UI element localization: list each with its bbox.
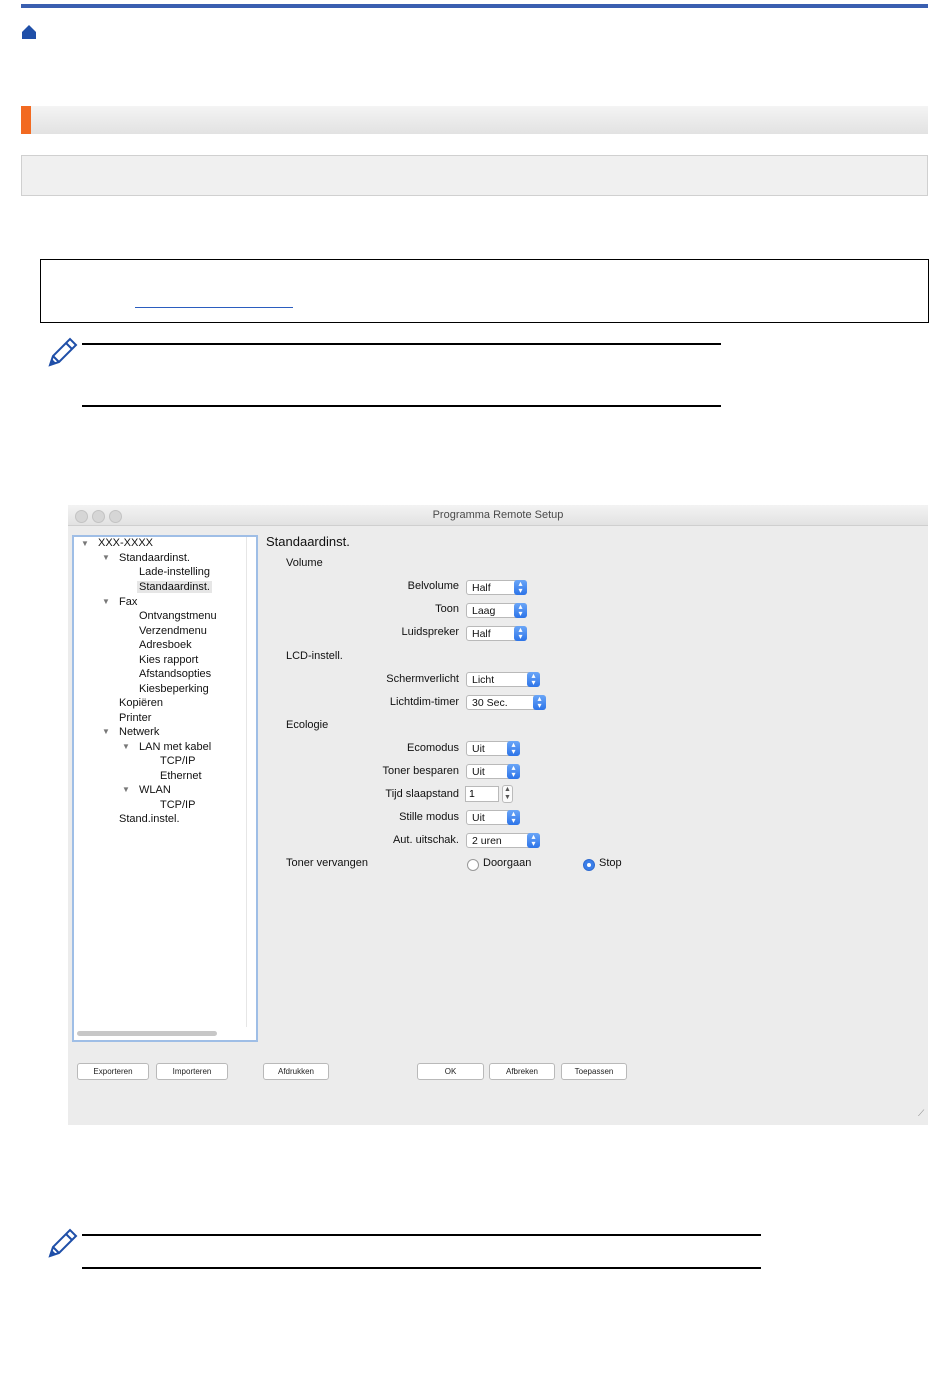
select-arrows-icon: ▴ ▾ bbox=[514, 603, 527, 618]
toner-besparen-value: Uit bbox=[472, 766, 485, 778]
tree-item-kopieren[interactable]: Kopiëren bbox=[119, 697, 164, 709]
aut-uitschak-value: 2 uren bbox=[472, 835, 502, 847]
lichtdim-select[interactable] bbox=[466, 695, 546, 710]
tree-item-wlan-tcpip[interactable]: TCP/IP bbox=[160, 799, 196, 811]
tree-item-wlan[interactable]: WLAN bbox=[139, 784, 171, 796]
tree-item-kies-rapport[interactable]: Kies rapport bbox=[139, 654, 199, 666]
ecomodus-select[interactable] bbox=[466, 741, 520, 756]
radio-stop[interactable] bbox=[583, 859, 595, 871]
info-link[interactable] bbox=[135, 307, 293, 308]
tree-item-lan-tcpip[interactable]: TCP/IP bbox=[160, 755, 196, 767]
top-accent-bar bbox=[21, 4, 928, 8]
apply-button[interactable]: Toepassen bbox=[561, 1063, 627, 1080]
tree-horizontal-scrollbar[interactable] bbox=[77, 1031, 217, 1036]
expand-triangle-icon[interactable]: ▼ bbox=[122, 742, 130, 751]
radio-stop-label[interactable]: Stop bbox=[599, 857, 622, 869]
aut-uitschak-label: Aut. uitschak. bbox=[392, 834, 459, 846]
stille-modus-label: Stille modus bbox=[399, 811, 459, 823]
expand-triangle-icon[interactable]: ▼ bbox=[102, 727, 110, 736]
select-arrows-icon: ▴ ▾ bbox=[514, 626, 527, 641]
import-button[interactable]: Importeren bbox=[156, 1063, 228, 1080]
tree-item-verzendmenu[interactable]: Verzendmenu bbox=[139, 625, 207, 637]
note-top-rule bbox=[82, 343, 721, 345]
toon-value: Laag bbox=[472, 605, 496, 617]
applies-to-box bbox=[21, 155, 928, 196]
panel-title: Standaardinst. bbox=[266, 534, 350, 549]
radio-doorgaan[interactable] bbox=[467, 859, 479, 871]
tree-divider bbox=[246, 537, 247, 1027]
aut-uitschak-select[interactable] bbox=[466, 833, 540, 848]
ecomodus-value: Uit bbox=[472, 743, 485, 755]
settings-tree[interactable] bbox=[72, 535, 258, 1042]
note-bottom-rule bbox=[82, 405, 721, 407]
section-lcd: LCD-instell. bbox=[286, 650, 343, 662]
stille-modus-select[interactable] bbox=[466, 810, 520, 825]
stille-modus-value: Uit bbox=[472, 812, 485, 824]
expand-triangle-icon[interactable]: ▼ bbox=[81, 539, 89, 548]
expand-triangle-icon[interactable]: ▼ bbox=[122, 785, 130, 794]
section-ecology: Ecologie bbox=[286, 719, 329, 731]
tijd-slaapstand-stepper[interactable]: ▲ ▼ bbox=[502, 785, 513, 803]
tree-item-kiesbeperking[interactable]: Kiesbeperking bbox=[139, 683, 209, 695]
tree-item-stand-instel[interactable]: Stand.instel. bbox=[119, 813, 180, 825]
tree-item-device[interactable]: XXX-XXXX bbox=[98, 537, 154, 549]
cancel-button[interactable]: Afbreken bbox=[489, 1063, 555, 1080]
toner-vervangen-label: Toner vervangen bbox=[286, 857, 368, 869]
heading-accent bbox=[21, 106, 31, 134]
tree-item-adresboek[interactable]: Adresboek bbox=[139, 639, 192, 651]
pencil-icon bbox=[44, 335, 80, 371]
note2-top-rule bbox=[82, 1234, 761, 1236]
belvolume-select[interactable] bbox=[466, 580, 527, 595]
lichtdim-value: 30 Sec. bbox=[472, 697, 508, 709]
toner-besparen-select[interactable] bbox=[466, 764, 520, 779]
toon-label: Toon bbox=[435, 603, 459, 615]
expand-triangle-icon[interactable]: ▼ bbox=[102, 553, 110, 562]
tree-item-fax[interactable]: Fax bbox=[119, 596, 138, 608]
schermverlicht-label: Schermverlicht bbox=[386, 673, 459, 685]
belvolume-value: Half bbox=[472, 582, 491, 594]
luidspreker-label: Luidspreker bbox=[401, 626, 459, 638]
select-arrows-icon: ▴ ▾ bbox=[533, 695, 546, 710]
tree-item-standaardinst[interactable]: Standaardinst. bbox=[119, 552, 190, 564]
select-arrows-icon: ▴ ▾ bbox=[507, 764, 520, 779]
section-heading-bar bbox=[21, 106, 928, 134]
tijd-slaapstand-label: Tijd slaapstand bbox=[385, 788, 459, 800]
radio-doorgaan-label[interactable]: Doorgaan bbox=[483, 857, 532, 869]
tree-item-lade-instelling[interactable]: Lade-instelling bbox=[139, 566, 210, 578]
toon-select[interactable] bbox=[466, 603, 527, 618]
tijd-slaapstand-input[interactable]: 1 bbox=[465, 786, 499, 802]
select-arrows-icon: ▴ ▾ bbox=[527, 672, 540, 687]
tree-item-ontvangstmenu[interactable]: Ontvangstmenu bbox=[139, 610, 217, 622]
ecomodus-label: Ecomodus bbox=[407, 742, 459, 754]
luidspreker-value: Half bbox=[472, 628, 491, 640]
note2-bottom-rule bbox=[82, 1267, 761, 1269]
export-button[interactable]: Exporteren bbox=[77, 1063, 149, 1080]
expand-triangle-icon[interactable]: ▼ bbox=[102, 597, 110, 606]
tree-item-lan-met-kabel[interactable]: LAN met kabel bbox=[139, 741, 212, 753]
section-volume: Volume bbox=[286, 557, 323, 569]
home-icon[interactable] bbox=[21, 24, 37, 40]
pencil-icon bbox=[44, 1226, 80, 1262]
lichtdim-label: Lichtdim-timer bbox=[389, 696, 459, 708]
toner-besparen-label: Toner besparen bbox=[382, 765, 459, 777]
tree-item-afstandsopties[interactable]: Afstandsopties bbox=[139, 668, 212, 680]
schermverlicht-value: Licht bbox=[472, 674, 495, 686]
select-arrows-icon: ▴ ▾ bbox=[527, 833, 540, 848]
window-title: Programma Remote Setup bbox=[432, 509, 564, 521]
tree-item-standaardinst-selected[interactable]: Standaardinst. bbox=[139, 581, 210, 593]
tree-item-printer[interactable]: Printer bbox=[119, 712, 152, 724]
select-arrows-icon: ▴ ▾ bbox=[514, 580, 527, 595]
select-arrows-icon: ▴ ▾ bbox=[507, 741, 520, 756]
print-button[interactable]: Afdrukken bbox=[263, 1063, 329, 1080]
info-box bbox=[40, 259, 929, 323]
schermverlicht-select[interactable] bbox=[466, 672, 540, 687]
remote-setup-window bbox=[68, 505, 928, 1125]
belvolume-label: Belvolume bbox=[407, 580, 459, 592]
ok-button[interactable]: OK bbox=[417, 1063, 484, 1080]
tree-item-ethernet[interactable]: Ethernet bbox=[160, 770, 202, 782]
luidspreker-select[interactable] bbox=[466, 626, 527, 641]
select-arrows-icon: ▴ ▾ bbox=[507, 810, 520, 825]
resize-grip-icon[interactable]: ⟋ bbox=[918, 1108, 925, 1118]
tree-item-netwerk[interactable]: Netwerk bbox=[119, 726, 160, 738]
